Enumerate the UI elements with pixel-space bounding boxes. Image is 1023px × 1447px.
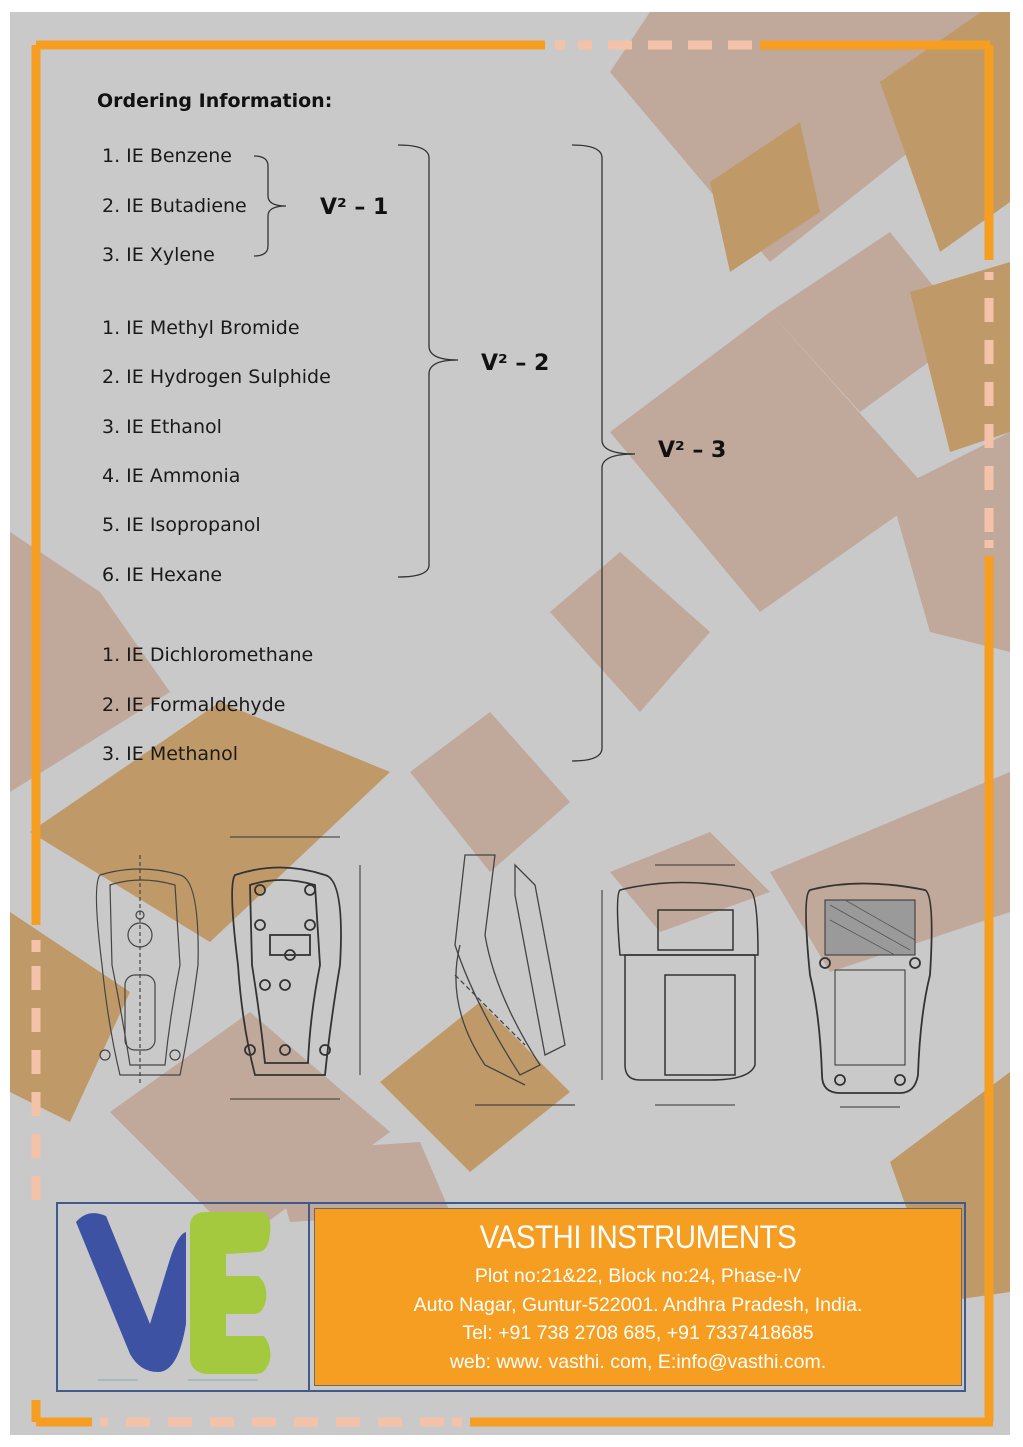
group-label-v2-2: V² – 2	[481, 351, 550, 376]
list-item: 1. IE Methyl Bromide	[102, 317, 300, 339]
list-item: 3. IE Ethanol	[102, 416, 222, 438]
ve-logo-mark	[58, 1204, 308, 1390]
list-item: 1. IE Dichloromethane	[102, 644, 314, 666]
footer-contact-block	[56, 1202, 966, 1392]
list-item: 3. IE Xylene	[102, 244, 215, 266]
company-name: VASTHI INSTRUMENTS	[479, 1219, 797, 1255]
group-label-v2-1: V² – 1	[320, 195, 389, 220]
list-item: 2. IE Butadiene	[102, 195, 247, 217]
list-item: 5. IE Isopropanol	[102, 514, 261, 536]
group-label-v2-3: V² – 3	[658, 438, 727, 463]
company-logo	[58, 1204, 310, 1390]
enclosure-technical-drawings	[80, 825, 960, 1155]
address-line: Plot no:21&22, Block no:24, Phase-IV	[474, 1265, 802, 1287]
ordering-information-heading: Ordering Information:	[97, 90, 333, 112]
list-item: 2. IE Formaldehyde	[102, 694, 286, 716]
list-item: 2. IE Hydrogen Sulphide	[102, 366, 331, 388]
contact-panel	[314, 1208, 962, 1386]
list-item: 3. IE Methanol	[102, 743, 238, 765]
list-item: 6. IE Hexane	[102, 564, 223, 586]
web-email-line: web: www. vasthi. com, E:info@vasthi.com.	[449, 1350, 827, 1373]
address-line: Auto Nagar, Guntur-522001. Andhra Pradesh, India.	[413, 1293, 863, 1316]
list-item: 1. IE Benzene	[102, 145, 232, 167]
list-item: 4. IE Ammonia	[102, 465, 241, 487]
phone-line: Tel: +91 738 2708 685, +91 7337418685	[462, 1322, 814, 1344]
